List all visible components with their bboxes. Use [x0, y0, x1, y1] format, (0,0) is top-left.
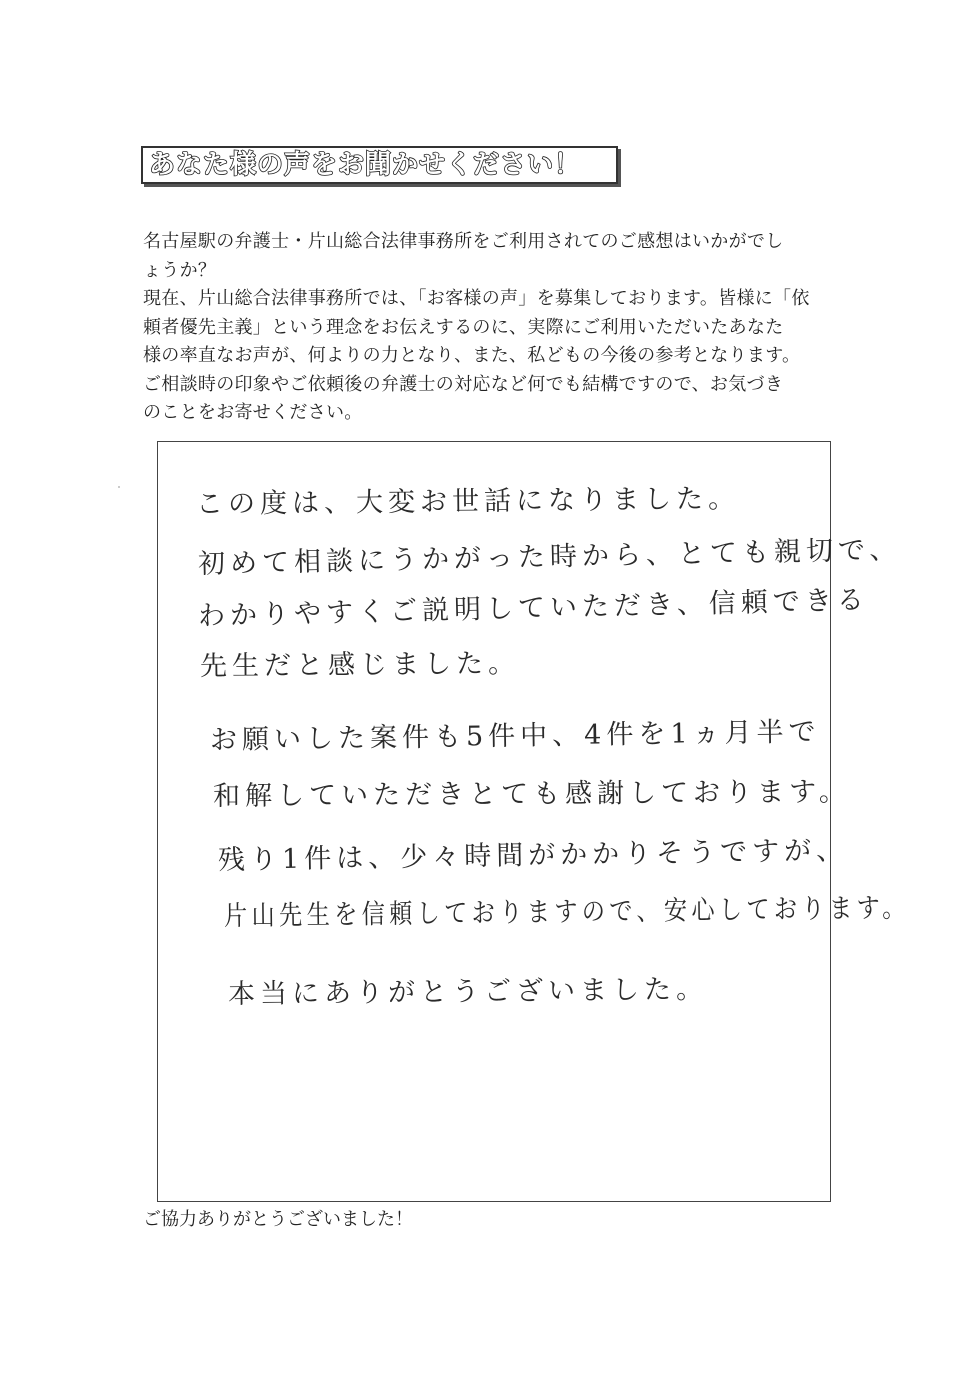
- handwritten-line: 片山先生を信頼しておりますので、安心しております。: [223, 892, 910, 932]
- handwritten-line: 本当にありがとうございました。: [227, 973, 709, 1010]
- handwritten-line: お願いした案件も5件中、4件を1ヵ月半で: [209, 716, 821, 756]
- scan-speck: [118, 486, 120, 488]
- handwritten-line: 和解していただきとても感謝しております。: [212, 776, 851, 812]
- thank-you-footer: ご協力ありがとうございました！: [143, 1209, 413, 1230]
- intro-paragraph: [143, 228, 843, 428]
- intro-line: ょうか？: [143, 259, 217, 281]
- intro-line: 頼者優先主義」という理念をお伝えするのに、実際にご利用いただいたあなた: [143, 316, 784, 338]
- handwritten-line: 初めて相談にうかがった時から、とても親切で、: [197, 534, 902, 580]
- title-banner: [141, 146, 618, 184]
- handwritten-line: 先生だと感じました。: [199, 648, 521, 682]
- intro-line: ご相談時の印象やご依頼後の弁護士の対応など何でも結構ですので、お気づき: [143, 373, 784, 395]
- page-title: あなた様の声をお聞かせください！: [149, 150, 582, 180]
- handwritten-line: わかりやすくご説明していただき、信頼できる: [197, 584, 870, 632]
- intro-line: 様の率直なお声が、何よりの力となり、また、私どもの今後の参考となります。: [143, 345, 801, 366]
- intro-line: のことをお寄せください。: [143, 402, 363, 423]
- handwritten-comment-box: [157, 441, 910, 1202]
- intro-line: 現在、片山総合法律事務所では、「お客様の声」を募集しております。皆様に「依: [143, 288, 810, 309]
- intro-line: 名古屋駅の弁護士・片山総合法律事務所をご利用されてのご感想はいかがでし: [143, 231, 784, 252]
- handwritten-line: 残り1件は、少々時間がかかりそうですが、: [217, 835, 849, 876]
- handwritten-line: この度は、大変お世話になりました。: [195, 483, 741, 520]
